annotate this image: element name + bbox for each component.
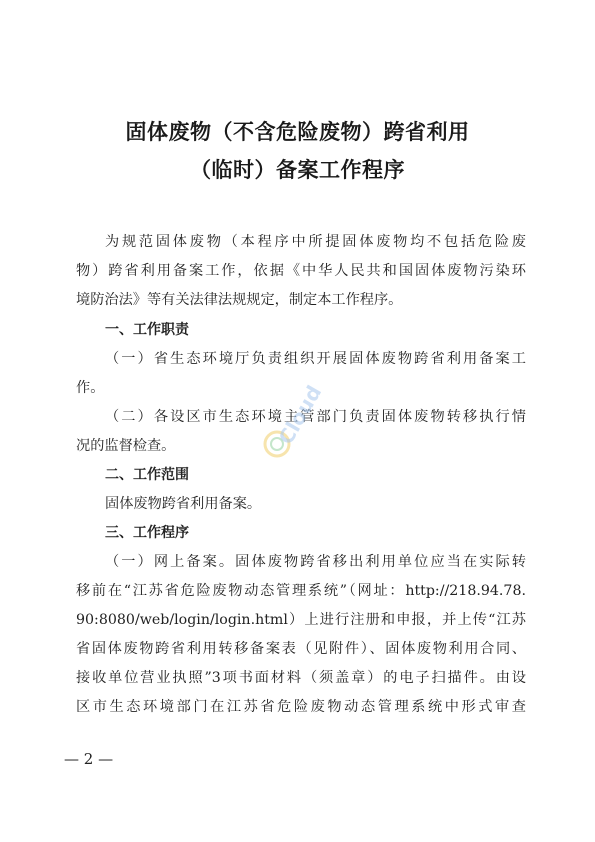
watermark-text: Cloud (273, 381, 327, 449)
watermark-logo (262, 380, 332, 460)
section-1-heading: 一、工作职责 (105, 322, 189, 338)
document-title-line-1: 固体废物（不含危险废物）跨省利用 (125, 120, 470, 144)
section-1-item-2-line-1: （二）各设区市生态环境主管部门负责固体废物转移执行情 (105, 409, 526, 425)
section-3-item-1-line-6: 区市生态环境部门在江苏省危险废物动态管理系统中形式审查 (76, 699, 526, 715)
section-2-heading: 二、工作范围 (105, 467, 189, 483)
section-1-item-1-line-2: 作。 (76, 380, 105, 396)
section-3-item-1-line-3: 90:8080/web/login/login.html）上进行注册和申报，并上传“江苏 (76, 612, 526, 628)
section-3-item-1-line-4: 省固体废物跨省利用转移备案表（见附件）、固体废物利用合同、 (76, 641, 526, 657)
document-title-line-2: （临时）备案工作程序 (190, 158, 405, 182)
page-number: — 2 — (64, 750, 114, 768)
section-3-item-1-line-5: 接收单位营业执照”3项书面材料（须盖章）的电子扫描件。由设 (76, 670, 526, 686)
intro-line-1: 为规范固体废物（本程序中所提固体废物均不包括危险废 (105, 234, 526, 250)
section-3-item-1-line-2: 移前在“江苏省危险废物动态管理系统”（网址：http://218.94.78. (76, 583, 526, 599)
section-2-text: 固体废物跨省利用备案。 (105, 496, 262, 512)
section-1-item-2-line-2: 况的监督检查。 (76, 438, 176, 454)
intro-line-3: 境防治法》等有关法律法规规定，制定本工作程序。 (76, 292, 403, 308)
section-3-item-1-line-1: （一）网上备案。固体废物跨省移出利用单位应当在实际转 (105, 554, 526, 570)
intro-line-2: 物）跨省利用备案工作，依据《中华人民共和国固体废物污染环 (76, 263, 526, 279)
section-1-item-1-line-1: （一）省生态环境厅负责组织开展固体废物跨省利用备案工 (105, 351, 526, 367)
section-3-heading: 三、工作程序 (105, 525, 189, 541)
